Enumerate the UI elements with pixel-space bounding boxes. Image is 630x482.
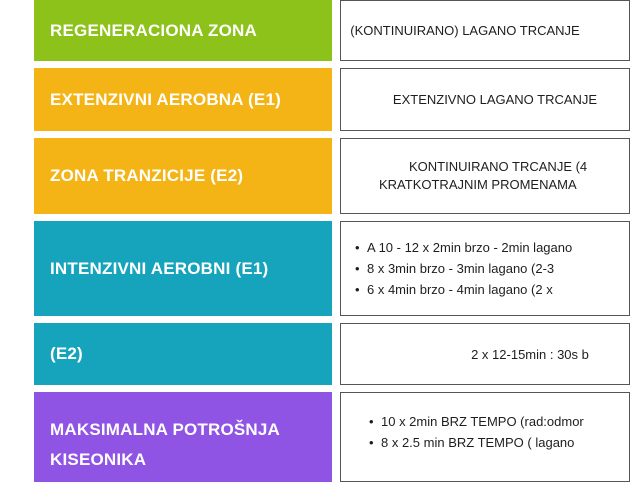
zone-label-text: MAKSIMALNA POTROŠNJA KISEONIKA bbox=[50, 420, 280, 469]
zone-description-text: EXTENZIVNO LAGANO TRCANJE bbox=[392, 92, 598, 107]
zone-description bbox=[340, 323, 630, 385]
zone-label-e2: (E2) bbox=[34, 323, 332, 385]
zone-row-transition bbox=[0, 138, 600, 214]
zone-row-e2 bbox=[0, 323, 600, 385]
list-item: • 6 x 4min brzo - 4min lagano (2 x bbox=[355, 279, 572, 300]
zone-row-vo2max bbox=[0, 392, 600, 482]
bullet-icon: • bbox=[355, 240, 360, 255]
zone-row-regeneration bbox=[0, 0, 600, 61]
zone-row-extensive-aerobic bbox=[0, 68, 600, 131]
list-item: • A 10 - 12 x 2min brzo - 2min lagano bbox=[355, 237, 572, 258]
bullet-icon: • bbox=[355, 282, 360, 297]
list-item: • 8 x 3min brzo - 3min lagano (2-3 bbox=[355, 258, 572, 279]
zone-description-line: KONTINUIRANO TRCANJE (4 bbox=[409, 159, 588, 174]
bullet-icon: • bbox=[355, 261, 360, 276]
zone-description bbox=[340, 0, 630, 61]
zone-description bbox=[340, 138, 630, 214]
workout-list bbox=[341, 237, 572, 300]
zone-description-text: (KONTINUIRANO) LAGANO TRCANJE bbox=[350, 23, 580, 38]
zone-description-text: 2 x 12-15min : 30s b bbox=[471, 346, 589, 362]
list-item: • 8 x 2.5 min BRZ TEMPO ( lagano bbox=[369, 432, 584, 453]
zone-description bbox=[340, 68, 630, 131]
zone-row-intensive-aerobic bbox=[0, 221, 600, 316]
zone-description-line: KRATKOTRAJNIM PROMENAMA bbox=[379, 177, 577, 192]
workout-list bbox=[341, 411, 584, 453]
zone-description bbox=[340, 392, 630, 482]
zone-label-regeneration: REGENERACIONA ZONA bbox=[34, 0, 332, 61]
bullet-icon: • bbox=[369, 435, 374, 450]
zone-label-intensive-aerobic: INTENZIVNI AEROBNI (E1) bbox=[34, 221, 332, 316]
bullet-icon: • bbox=[369, 414, 374, 429]
zone-label-extensive-aerobic: EXTENZIVNI AEROBNA (E1) bbox=[34, 68, 332, 131]
zone-label-transition: ZONA TRANZICIJE (E2) bbox=[34, 138, 332, 214]
zone-description bbox=[340, 221, 630, 316]
list-item: • 10 x 2min BRZ TEMPO (rad:odmor bbox=[369, 411, 584, 432]
zone-label-vo2max bbox=[34, 392, 332, 482]
